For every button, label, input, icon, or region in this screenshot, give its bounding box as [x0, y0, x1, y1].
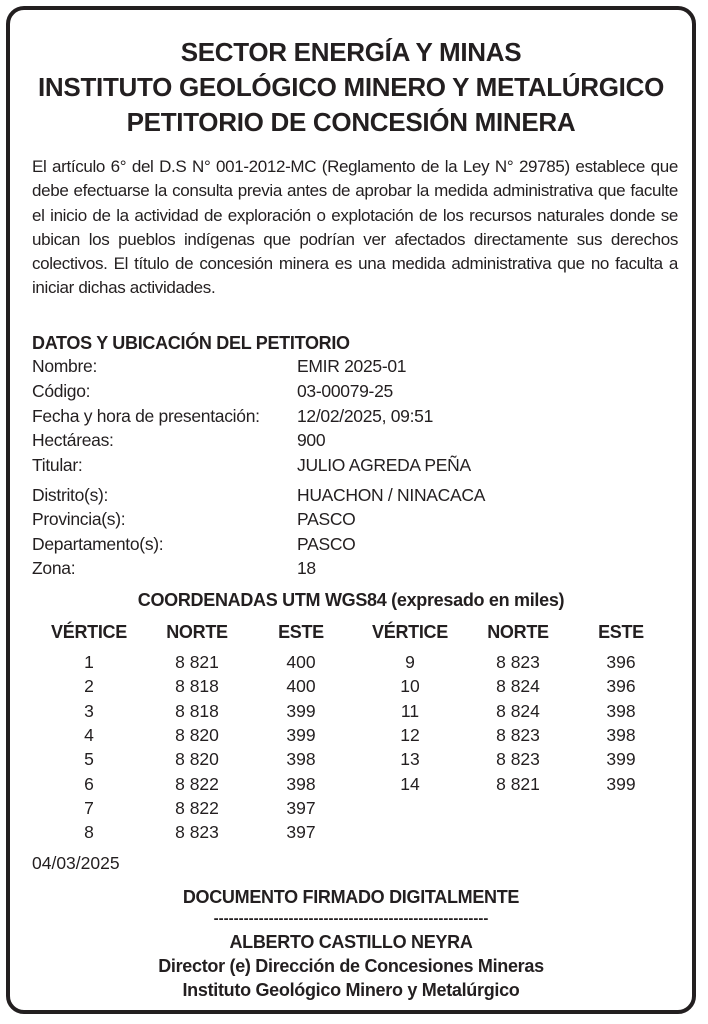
heading-sector: SECTOR ENERGÍA Y MINAS [180, 37, 522, 67]
field-label: Departamento(s): [32, 534, 164, 554]
field-value: 18 [297, 558, 316, 578]
vertex-number: 1 [84, 652, 94, 672]
norte-value: 8 821 [175, 652, 219, 672]
field-nombre [32, 354, 672, 378]
norte-value: 8 820 [175, 749, 219, 770]
este-value: 397 [286, 797, 316, 818]
field-zona [32, 556, 672, 580]
field-distrito [32, 483, 672, 507]
norte-value: 8 823 [175, 822, 219, 843]
norte-value: 8 820 [175, 724, 219, 745]
field-label: Titular: [32, 455, 83, 475]
header-este-right: ESTE [598, 622, 644, 642]
coordinates-title: COORDENADAS UTM WGS84 (expresado en miles) [137, 590, 565, 610]
publication-date: 04/03/2025 [32, 853, 120, 873]
norte-value: 8 824 [496, 700, 540, 721]
vertex-number: 2 [84, 676, 94, 697]
notice-frame [6, 6, 696, 1014]
field-value: JULIO AGREDA PEÑA [297, 455, 471, 475]
field-label: Distrito(s): [32, 485, 109, 505]
este-value: 397 [286, 822, 316, 843]
field-fecha [32, 404, 672, 428]
vertex-number: 13 [400, 749, 420, 770]
vertex-number: 11 [400, 700, 420, 721]
header-norte-right: NORTE [487, 622, 549, 642]
header-vertice-right: VÉRTICE [372, 622, 448, 642]
heading-institute: INSTITUTO GEOLÓGICO MINERO Y METALÚRGICO [38, 72, 664, 102]
petitorio-section-title: DATOS Y UBICACIÓN DEL PETITORIO [32, 333, 350, 353]
norte-value: 8 823 [496, 724, 540, 745]
field-value: 03-00079-25 [297, 381, 393, 401]
este-value: 399 [286, 700, 316, 721]
field-label: Zona: [32, 558, 76, 578]
field-provincia [32, 507, 672, 531]
field-value: HUACHON / NINACACA [297, 485, 486, 505]
signed-label: DOCUMENTO FIRMADO DIGITALMENTE [182, 887, 520, 907]
header-vertice-left: VÉRTICE [51, 622, 127, 642]
field-value: 12/02/2025, 09:51 [297, 406, 434, 426]
field-value: PASCO [297, 509, 356, 529]
este-value: 399 [286, 724, 316, 745]
vertex-number: 12 [400, 724, 420, 745]
vertex-number: 4 [84, 724, 94, 745]
norte-value: 8 824 [496, 676, 540, 697]
vertex-number: 7 [84, 797, 94, 818]
signature-line: ------------------------------------------------------- [213, 910, 489, 927]
field-hectareas [32, 428, 672, 452]
este-value: 396 [606, 652, 636, 672]
field-label: Fecha y hora de presentación: [32, 406, 260, 426]
signer-role: Director (e) Dirección de Concesiones Mineras [158, 956, 544, 976]
este-value: 398 [606, 724, 636, 745]
header-norte-left: NORTE [166, 622, 228, 642]
vertex-number: 5 [84, 749, 94, 770]
field-titular [32, 453, 672, 477]
este-value: 398 [286, 773, 316, 794]
field-label: Nombre: [32, 356, 98, 376]
norte-value: 8 818 [175, 700, 219, 721]
vertex-number: 8 [84, 822, 94, 843]
norte-value: 8 821 [496, 773, 540, 794]
vertex-number: 10 [400, 676, 420, 697]
header-este-left: ESTE [278, 622, 324, 642]
norte-value: 8 822 [175, 773, 219, 794]
field-value: EMIR 2025-01 [297, 356, 407, 376]
este-value: 399 [606, 749, 636, 770]
field-label: Provincia(s): [32, 509, 126, 529]
field-value: PASCO [297, 534, 356, 554]
vertex-number: 3 [84, 700, 94, 721]
field-codigo [32, 379, 672, 403]
field-value: 900 [297, 430, 326, 450]
este-value: 398 [286, 749, 316, 770]
vertex-number: 14 [400, 773, 420, 794]
heading-petitorio: PETITORIO DE CONCESIÓN MINERA [126, 107, 576, 137]
este-value: 400 [286, 652, 316, 672]
field-label: Hectáreas: [32, 430, 114, 450]
signer-name: ALBERTO CASTILLO NEYRA [229, 932, 473, 952]
field-departamento [32, 532, 672, 556]
norte-value: 8 822 [175, 797, 219, 818]
este-value: 398 [606, 700, 636, 721]
este-value: 396 [606, 676, 636, 697]
norte-value: 8 823 [496, 652, 540, 672]
este-value: 400 [286, 676, 316, 697]
norte-value: 8 823 [496, 749, 540, 770]
intro-paragraph: El artículo 6° del D.S N° 001-2012-MC (Reglamento de la Ley N° 29785) establece que debe efectuarse la consulta previa antes de aprobar la medida administrativa que faculte el inicio de la actividad de exploración o explotación de los recursos naturales donde se ubican los pueblos indígenas que podrían ver afectados directamente sus derechos colectivos. El título de concesión minera es una medida administrativa que no faculta a iniciar dichas actividades. [32, 157, 678, 298]
field-label: Código: [32, 381, 91, 401]
norte-value: 8 818 [175, 676, 219, 697]
este-value: 399 [606, 773, 636, 794]
vertex-number: 9 [405, 652, 415, 672]
vertex-number: 6 [84, 773, 94, 794]
signer-institution: Instituto Geológico Minero y Metalúrgico [182, 980, 520, 1000]
